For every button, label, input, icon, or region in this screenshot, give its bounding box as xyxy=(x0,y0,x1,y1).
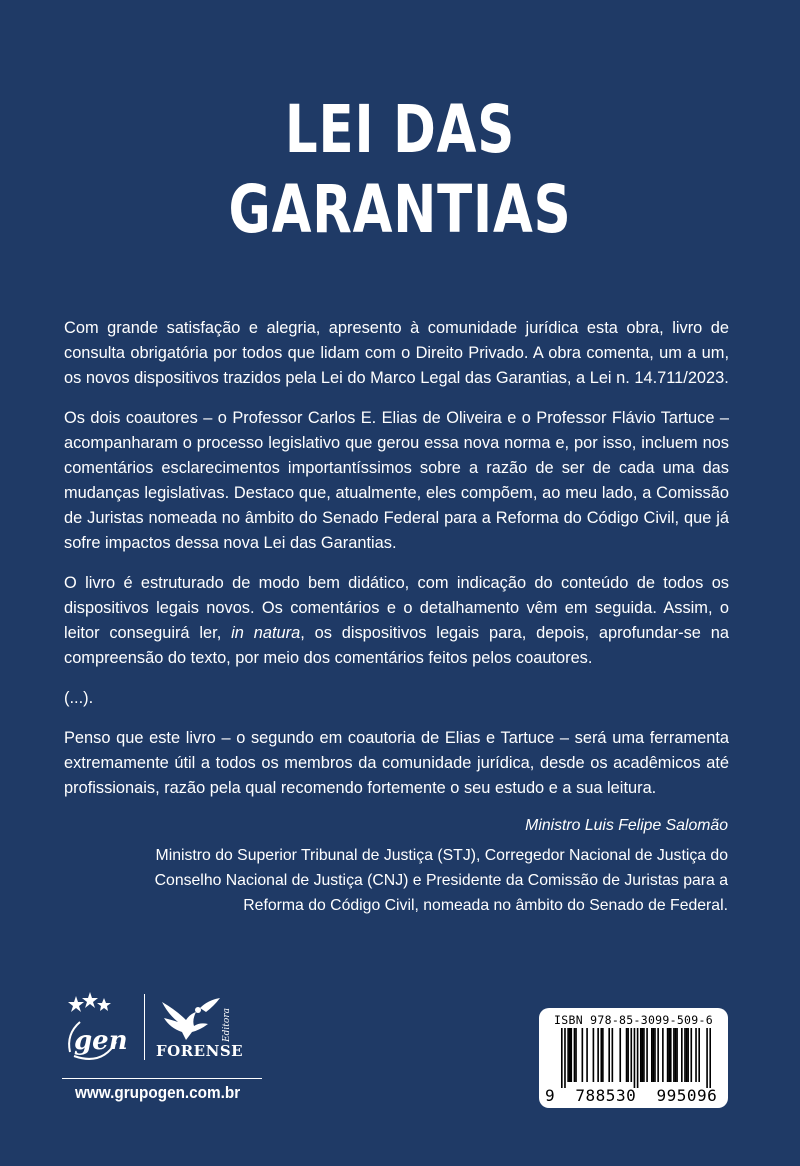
isbn-label: ISBN 978-85-3099-509-6 xyxy=(554,1013,713,1027)
forense-logo-text: FORENSE xyxy=(156,1042,244,1060)
barcode-bar xyxy=(582,1028,584,1082)
blurb-paragraph-2: Os dois coautores – o Professor Carlos E. Elias de Oliveira e o Professor Flávio Tartuce – acompanharam o processo legislativo que gerou essa nova norma e, por isso, incluem nos comentários esclarecimentos importantíssimos sobre a razão de ser de cada uma das mudanças legislativas. Destaco que, atualmente, eles compõem, ao meu lado, a Comissão de Juristas nomeada no âmbito do Senado Federal para a Reforma do Código Civil, que já sofre impactos dessa nova Lei das Garantias. xyxy=(64,409,729,552)
publisher-logos xyxy=(62,990,252,1065)
barcode-bar xyxy=(564,1028,566,1088)
barcode-bar xyxy=(687,1028,689,1082)
eagle-icon xyxy=(156,994,226,1042)
barcode-bar xyxy=(626,1028,628,1082)
barcode-bar xyxy=(646,1028,648,1082)
in-natura-italic: in natura xyxy=(231,624,301,642)
barcode-bar xyxy=(570,1028,572,1082)
blurb-paragraph-5: Penso que este livro – o segundo em coautoria de Elias e Tartuce – será uma ferramenta extremamente útil a todos os membros da comunidade jurídica, desde os acadêmicos até profissionais, razão pela qual recomendo fortemente o seu estudo e a sua leitura. xyxy=(64,729,729,797)
barcode-bar xyxy=(706,1028,708,1088)
barcode-bar xyxy=(681,1028,683,1082)
barcode-bar xyxy=(637,1028,639,1088)
barcode-bar xyxy=(642,1028,644,1082)
barcode-bar xyxy=(600,1028,602,1082)
barcode-bar xyxy=(657,1028,659,1082)
book-title xyxy=(88,90,712,250)
barcode-bar xyxy=(561,1028,563,1088)
barcode-digit-first: 9 xyxy=(545,1086,556,1105)
barcode-bar xyxy=(670,1028,672,1082)
barcode-bar xyxy=(684,1028,686,1082)
url-divider xyxy=(62,1078,262,1079)
barcode-bar xyxy=(593,1028,595,1082)
barcode-bar xyxy=(608,1028,610,1082)
barcode-bar xyxy=(630,1028,632,1082)
barcode-bar xyxy=(640,1028,642,1082)
blurb xyxy=(64,316,729,816)
barcode-bar xyxy=(602,1028,604,1082)
barcode-digits-left: 788530 xyxy=(575,1086,637,1105)
barcode-bar xyxy=(597,1028,599,1082)
signature-name: Ministro Luis Felipe Salomão xyxy=(525,817,728,834)
barcode-bar xyxy=(569,1028,571,1082)
barcode-bar xyxy=(574,1028,576,1082)
barcode-icon xyxy=(561,1028,711,1088)
title-line-2: GARANTIAS xyxy=(228,171,572,248)
signature-credentials: Ministro do Superior Tribunal de Justiça (STJ), Corregedor Nacional de Justiça do Conselho Nacional de Justiça (CNJ) e Presidente da Comissão de Juristas para a Reforma do Código Civil, nomeada no âmbito do Senado de Federal. xyxy=(154,847,728,914)
barcode-digits-right: 995096 xyxy=(656,1086,718,1105)
eagle-logo-icon xyxy=(156,994,256,1064)
blurb-paragraph-3 xyxy=(64,571,729,671)
barcode-bar xyxy=(698,1028,700,1082)
logo-divider xyxy=(144,994,145,1060)
barcode-bar xyxy=(643,1028,645,1082)
barcode-bar xyxy=(673,1028,675,1082)
barcode-bar xyxy=(662,1028,664,1082)
barcode-bar xyxy=(612,1028,614,1082)
publisher-url[interactable]: www.grupogen.com.br xyxy=(75,1083,241,1102)
barcode-bar xyxy=(709,1028,711,1088)
signature-block xyxy=(128,813,728,918)
barcode-bar xyxy=(686,1028,688,1082)
barcode-bar xyxy=(675,1028,677,1082)
blurb-paragraph-1: Com grande satisfação e alegria, apresento à comunidade jurídica esta obra, livro de consulta obrigatória por todos que lidam com o Direito Privado. A obra comenta, um a um, os novos dispositivos trazidos pela Lei do Marco Legal das Garantias, a Lei n. 14.711/2023. xyxy=(64,319,729,387)
barcode-bar xyxy=(651,1028,653,1082)
barcode-bar xyxy=(690,1028,692,1082)
isbn-barcode xyxy=(539,1008,728,1108)
barcode-bar xyxy=(575,1028,577,1082)
title-line-1: LEI DAS xyxy=(284,91,516,168)
barcode-bar xyxy=(627,1028,629,1082)
stars-gen-logo-icon xyxy=(62,990,138,1065)
barcode-bar xyxy=(634,1028,636,1088)
barcode-bar xyxy=(676,1028,678,1082)
barcode-bar xyxy=(667,1028,669,1082)
blurb-paragraph-3-part-2: , os dispositivos legais para, depois, aprofundar-se na compreensão do texto, por meio dos comentários feitos pelos coautores. xyxy=(64,624,729,667)
blurb-paragraph-4: (...). xyxy=(64,689,94,707)
barcode-bar xyxy=(695,1028,697,1082)
blurb-paragraph-3-part-1: O livro é estruturado de modo bem didático, com indicação do conteúdo de todos os dispositivos legais novos. Os comentários e o detalhamento vêm em seguida. Assim, o leitor conseguirá ler, xyxy=(64,574,729,642)
barcode-digits xyxy=(545,1086,725,1105)
barcode-bar xyxy=(653,1028,655,1082)
editora-label: Editora xyxy=(222,1008,232,1042)
gen-logo-text: gen xyxy=(74,1026,128,1056)
barcode-bar xyxy=(668,1028,670,1082)
barcode-bar xyxy=(654,1028,656,1082)
barcode-bar xyxy=(586,1028,588,1082)
barcode-bar xyxy=(619,1028,621,1082)
barcode-bar xyxy=(567,1028,569,1082)
